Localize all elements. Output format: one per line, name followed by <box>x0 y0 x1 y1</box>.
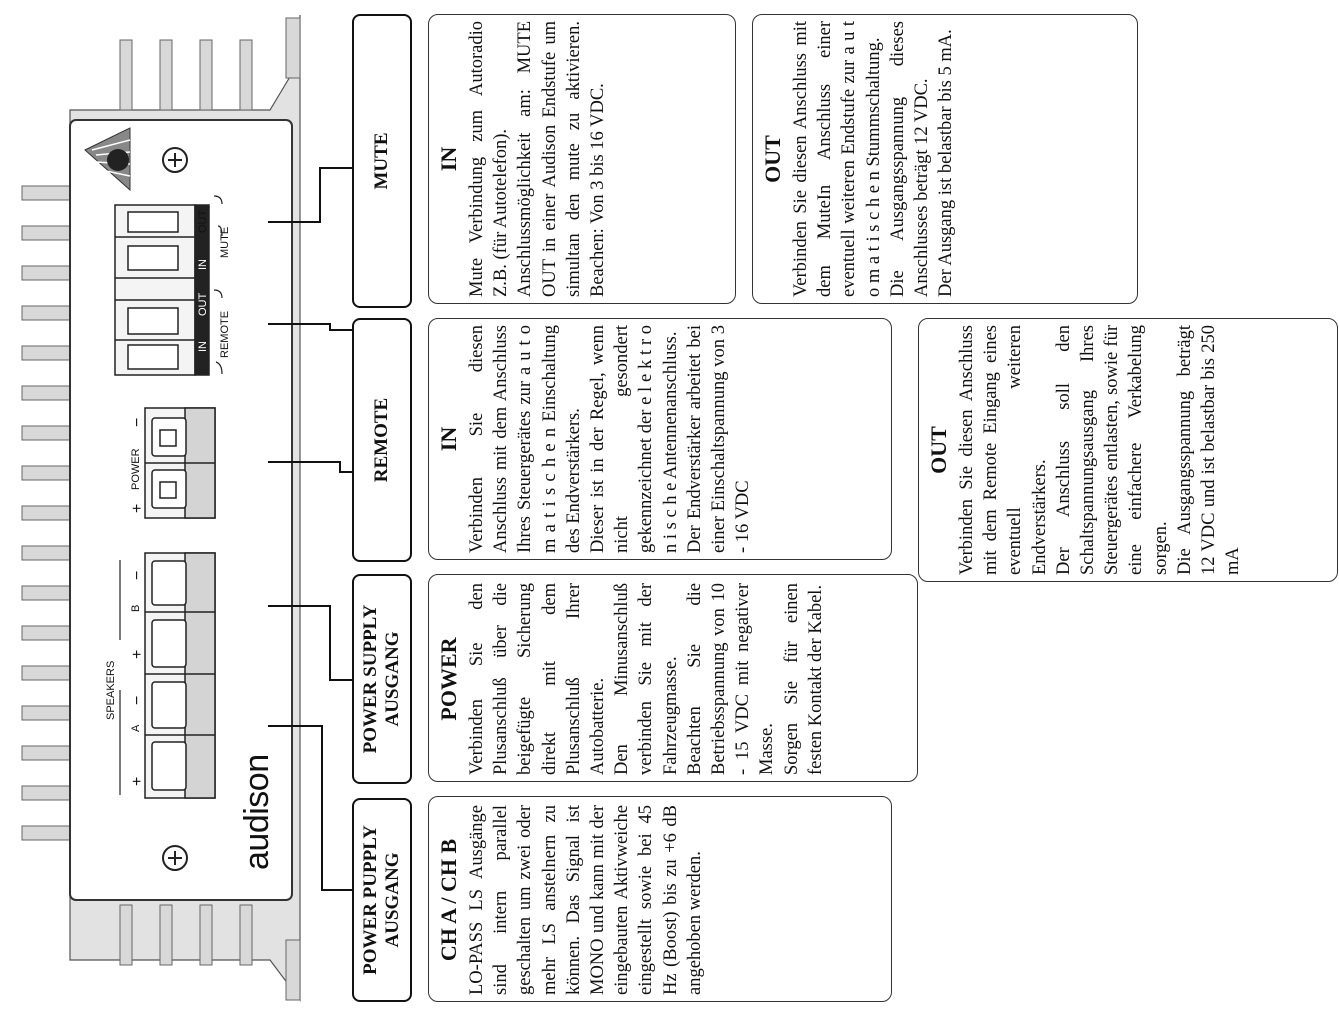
brand-logo: audison <box>238 754 276 870</box>
mute-in-body-2: Anschlussmöglichkeit am: MUTE OUT in einer Audison Endstufe um simultan den mute zu aktivieren. Beachen: Von 3 bis 16 VDC. <box>515 21 609 297</box>
speaker-a-plus: + <box>129 776 146 786</box>
mute-label-box <box>352 14 412 308</box>
mute-out-info-box <box>752 14 1138 304</box>
channel-b-label: B <box>130 604 142 612</box>
remote-label: REMOTE <box>371 397 392 483</box>
power-terminal <box>145 408 215 518</box>
power-info-body-2: Den Minusanschluß verbinden Sie mit der Fahrzeugmasse. <box>612 583 681 775</box>
remote-in-body-1: Verbinden Sie diesen Anschluss mit dem Anschluss Ihres Steuergerätes zur a u t o m a t i s c h e n Einschaltung des Endverstärkers. <box>467 325 584 553</box>
speaker-b-plus: + <box>129 649 146 659</box>
ch-info-heading: CH A / CH B <box>436 838 461 962</box>
power-info-body-3: Beachten Sie die Betriebsspannung von 10 - 15 VDC mit negativer Masse. <box>684 583 778 775</box>
remote-in-heading: IN <box>436 426 461 452</box>
power-info-body-4: Sorgen Sie für einen festen Kontakt der Kabel. <box>781 583 826 775</box>
remote-out-body-3: Die Ausgangsspannung beträgt 12 VDC und ist belastbar bis 250 mA <box>1174 325 1244 575</box>
remote-out-heading: OUT <box>926 426 951 474</box>
mute-out-body-3: Der Ausgang ist belastbar bis 5 mA. <box>936 29 957 297</box>
speaker-terminal <box>145 553 215 798</box>
mute-in-info-box <box>428 14 736 304</box>
remote-in-info-text <box>435 325 885 553</box>
remote-out-label: OUT <box>197 292 209 316</box>
remote-in-body-3: Der Endverstärker arbeitet bei einer Einschaltspannung von 3 - 16 VDC <box>684 325 754 553</box>
ch-info-text <box>435 805 885 995</box>
remote-in-info-box <box>428 318 892 560</box>
power-info-box <box>428 574 918 782</box>
remote-out-info-text <box>925 325 1331 575</box>
ch-info-body: LO-PASS LS Ausgänge sind intern parallel geschalten um zwei oder mehr LS anstelnern zu können. Das Signal ist MONO und kann mit der eingebauten Aktivweiche eingestellt sowie bei 45 Hz (Boost) bis zu +6 dB angehoben werden. <box>467 805 705 995</box>
mute-out-body-2: Die Ausgangsspannung dieses Anschlusses beträgt 12 VDC. <box>887 21 933 297</box>
ch-info-box <box>428 796 892 1002</box>
power-puppy-label: POWER PUPPLY AUSGANG <box>360 825 403 975</box>
mute-group-label: MUTE <box>219 226 231 258</box>
power-puppy-label-box <box>352 798 412 1002</box>
power-supply-label: POWER SUPPLY AUSGANG <box>360 604 403 754</box>
mute-in-body-1: Mute Verbindung zum Autoradio Z.B. (für Autotelefon). <box>467 21 512 297</box>
power-supply-label-box <box>352 574 412 784</box>
mute-out-heading: OUT <box>760 135 785 183</box>
power-info-text <box>435 583 911 775</box>
speaker-a-minus: − <box>129 695 146 705</box>
mute-in-label: IN <box>197 259 209 270</box>
remote-in-body-2: Dieser ist in der Regel, wenn nicht gesondert gekennzeichnet der e l e k t r o n i s c h e Antennenanschluss. <box>588 325 681 553</box>
speakers-label: SPEAKERS <box>105 660 117 720</box>
speaker-b-minus: − <box>129 570 146 580</box>
power-label: POWER <box>130 448 142 490</box>
mute-in-heading: IN <box>436 146 461 172</box>
power-info-body-1: Verbinden Sie den Plusanschluß über die beigefügte Sicherung direkt mit dem Plusanschluß Ihrer Autobatterie. <box>467 583 609 775</box>
mute-out-info-text <box>759 21 1131 297</box>
heatsink-fins <box>22 186 70 840</box>
heatsink-top-fins <box>120 18 300 110</box>
remote-out-info-box <box>918 318 1338 582</box>
screw-icon <box>163 148 187 172</box>
mute-label: MUTE <box>371 132 392 190</box>
power-info-heading: POWER <box>436 637 461 721</box>
remote-out-body-2: Der Anschluss soll den Schaltspannungsausgang Ihres Steuergerätes entlasten, sowie für eine einfachere Verkabelung sorgen. <box>1053 325 1171 575</box>
remote-in-label: IN <box>197 341 209 352</box>
mute-in-info-text <box>435 21 729 297</box>
channel-a-label: A <box>130 724 142 732</box>
mute-out-label: OUT <box>197 209 209 233</box>
remote-group-label: REMOTE <box>219 310 231 358</box>
mute-out-body-1: Verbinden Sie diesen Anschluss mit dem MuteIn Anschluss einer eventuell weiteren Endstufe zur a u t o m a t i s c h e n Stummschaltung. <box>791 21 884 297</box>
remote-out-body-1: Verbinden Sie diesen Anschluss mit dem Remote Eingang eines eventuell weiteren Endverstärkers. <box>957 325 1050 575</box>
remote-label-box <box>352 318 412 562</box>
power-minus-label: − <box>129 417 146 427</box>
power-plus-label: + <box>129 503 146 513</box>
remote-mute-terminal <box>115 205 209 375</box>
screw-icon <box>163 846 187 870</box>
